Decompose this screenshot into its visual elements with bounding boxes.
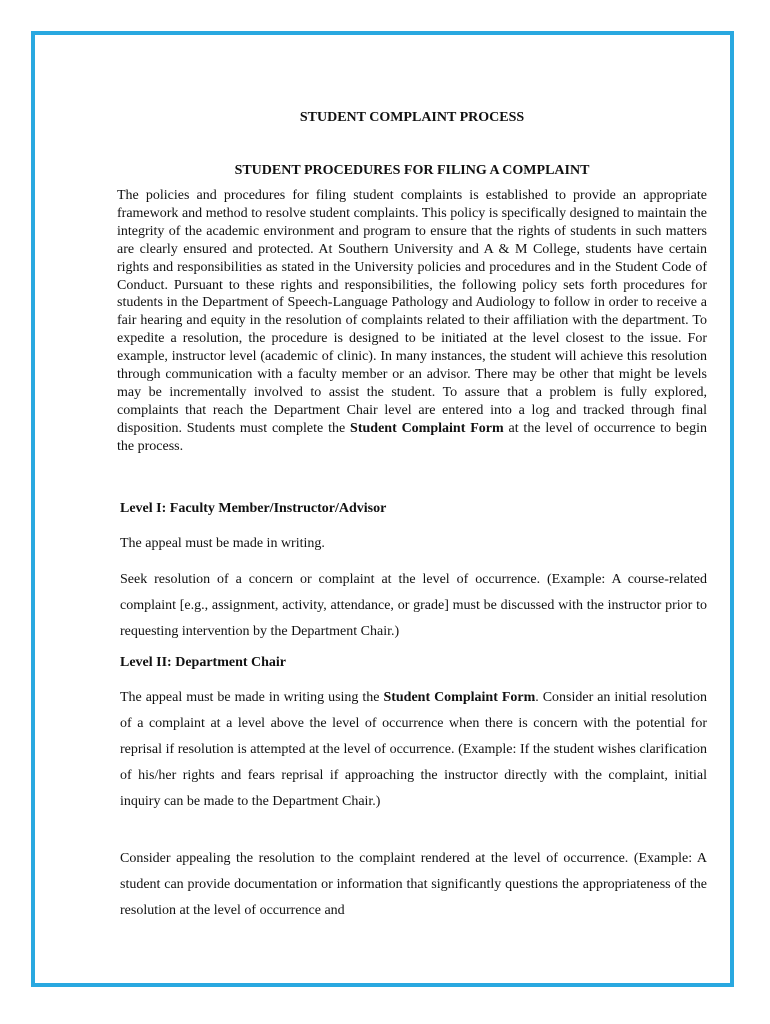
level2-p1-text: The appeal must be made in writing using the xyxy=(120,690,384,705)
level1-paragraph-1: The appeal must be made in writing. xyxy=(120,536,325,551)
level2-p1-form-name: Student Complaint Form xyxy=(383,690,536,705)
document-frame xyxy=(31,31,734,987)
intro-text: The policies and procedures for filing student complaints is established to provide an appropriate framework and method to resolve student complaints. This policy is specifically designed to maintain the integrity of the academic environment and program to ensure that the rights of students in such matters are clearly ensured and protected. At Southern University and A & M College, students have certain rights and responsibilities as stated in the University policies and procedures and in the Student Code of Conduct. Pursuant to these rights and responsibilities, the following policy sets forth procedures for students in the Department of Speech-Language Pathology and Audiology to follow in order to receive a fair hearing and equity in the resolution of complaints related to their affiliation with the department. To expedite a resolution, the procedure is designed to be initiated at the level closest to the issue. For example, instructor level (academic of clinic). In many instances, the student will achieve this resolution through communication with a faculty member or an advisor. There may be other that might be levels may be incrementally involved to assist the student. To assure that a problem is fully explored, complaints that reach the Department Chair level are entered into a log and tracked through final disposition. Students must complete the xyxy=(117,188,707,436)
level2-paragraph-1 xyxy=(120,685,707,815)
level2-heading: Level II: Department Chair xyxy=(120,655,287,670)
level1-heading: Level I: Faculty Member/Instructor/Advisor xyxy=(120,501,387,516)
document-title: STUDENT COMPLAINT PROCESS xyxy=(299,110,525,125)
document-subtitle: STUDENT PROCEDURES FOR FILING A COMPLAINT xyxy=(234,163,590,178)
level2-p1-text-after: . Consider an initial resolution of a complaint at a level above the level of occurrence when there is concern with the potential for reprisal if resolution is attempted at the level of occurrence. (Example: If the student wishes clarification of his/her rights and fears reprisal if approaching the instructor directly with the complaint, initial inquiry can be made to the Department Chair.) xyxy=(120,690,707,809)
level1-paragraph-2: Seek resolution of a concern or complaint at the level of occurrence. (Example: A course-related complaint [e.g., assignment, activity, attendance, or grade] must be discussed with the instructor prior to requesting intervention by the Department Chair.) xyxy=(120,572,707,639)
intro-paragraph xyxy=(117,187,707,456)
intro-form-name: Student Complaint Form xyxy=(350,420,504,436)
intro-text-after: at the level of occurrence to begin the process. xyxy=(117,420,708,454)
level2-paragraph-2: Consider appealing the resolution to the complaint rendered at the level of occurrence. (Example: A student can provide documentation or information that significantly questions the appropriateness of the resolution at the level of occurrence and xyxy=(120,851,707,918)
